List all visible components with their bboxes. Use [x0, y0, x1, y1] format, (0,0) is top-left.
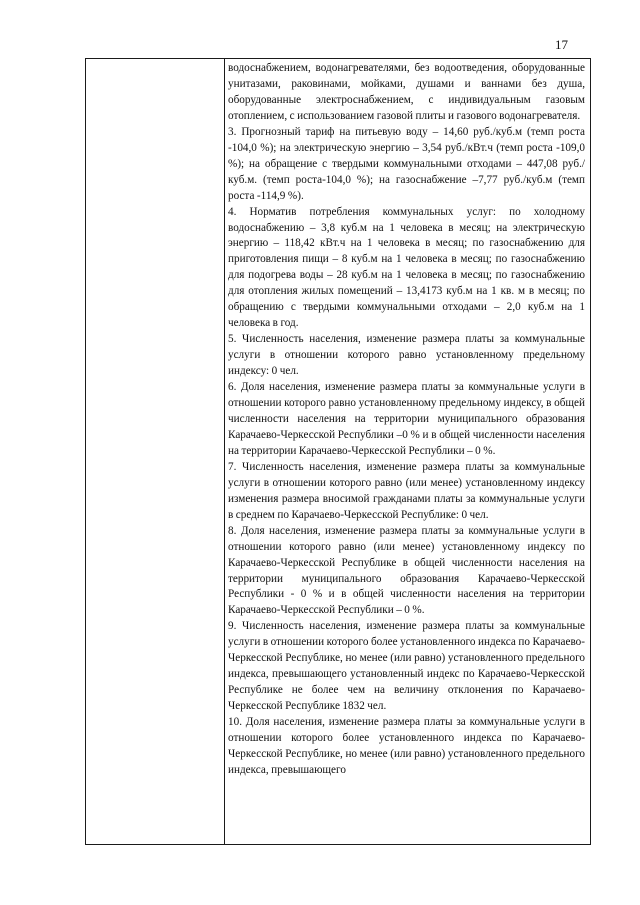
table-left-cell — [86, 59, 224, 844]
paragraph-item-10: 10. Доля населения, изменение размера платы за коммунальные услуги в отношении которого более установленного индекса по Карачаево-Черкесской Республике, но менее (или равно) установленного предельного индекса, превышающего — [228, 716, 585, 776]
paragraph-item-9: 9. Численность населения, изменение размера платы за коммунальные услуги в отношении которого более установленного индекса по Карачаево-Черкесской Республике, но менее (или равно) установленного предельного индекса, превышающего установленный индекс по Карачаево-Черкесской Республике не более чем на величину отклонения по Карачаево-Черкесской Республике 1832 чел. — [228, 620, 585, 713]
paragraph-item-3-tariffs: 3. Прогнозный тариф на питьевую воду – 14,60 руб./куб.м (темп роста -104,0 %); на электрическую энергию – 3,54 руб./кВт.ч (темп роста -109,0 %); на обращение с твердыми коммунальными отходами – 447,08 руб./куб.м. (темп роста-104,0 %); на газоснабжение –7,77 руб./куб.м (темп роста -114,9 %). — [228, 125, 585, 202]
document-table — [85, 58, 591, 845]
page-number: 17 — [555, 37, 568, 52]
table-right-cell — [228, 61, 585, 846]
paragraph-item-6: 6. Доля населения, изменение размера платы за коммунальные услуги в отношении которого равно установленному предельному индексу, в общей численности населения на территории муниципального образования Карачаево-Черкесской Республики –0 % и в общей численности населения на территории Карачаево-Черкесской Республики – 0 %. — [228, 381, 585, 457]
paragraph-intro-continued: водоснабжением, водонагревателями, без водоотведения, оборудованные унитазами, раковинами, мойками, душами и ваннами без душа, оборудованные электроснабжением, с индивидуальным газовым отоплением, с использованием газовой плиты и газового водонагревателя. — [228, 62, 585, 122]
paragraph-item-5: 5. Численность населения, изменение размера платы за коммунальные услуги в отношении которого равно установленному предельному индексу: 0 чел. — [228, 333, 585, 378]
paragraph-item-4-norms: 4. Норматив потребления коммунальных услуг: по холодному водоснабжению – 3,8 куб.м на 1 человека в месяц; на электрическую энергию – 118,42 кВт.ч на 1 человека в месяц; по газоснабжению для приготовления пищи – 8 куб.м на 1 человека в месяц; по газоснабжению для подогрева воды – 28 куб.м на 1 человека в месяц; по газоснабжению для отопления жилых помещений – 13,4173 куб.м на 1 кв. м в месяц; по обращению с твердыми коммунальными отходами – 2,0 куб.м на 1 человека в год. — [228, 205, 585, 330]
paragraph-item-7: 7. Численность населения, изменение размера платы за коммунальные услуги в отношении которого равно (или менее) установленному индексу изменения размера вносимой гражданами платы за коммунальные услуги в среднем по Карачаево-Черкесской Республике: 0 чел. — [228, 460, 585, 521]
column-divider — [224, 59, 225, 844]
paragraph-item-8: 8. Доля населения, изменение размера платы за коммунальные услуги в отношении которого равно (или менее) установленному индексу по Карачаево-Черкесской Республике в общей численности населения на территории муниципального образования Карачаево-Черкесской Республики - 0 % и в общей численности населения на территории Карачаево-Черкесской Республики – 0 %. — [228, 524, 585, 617]
